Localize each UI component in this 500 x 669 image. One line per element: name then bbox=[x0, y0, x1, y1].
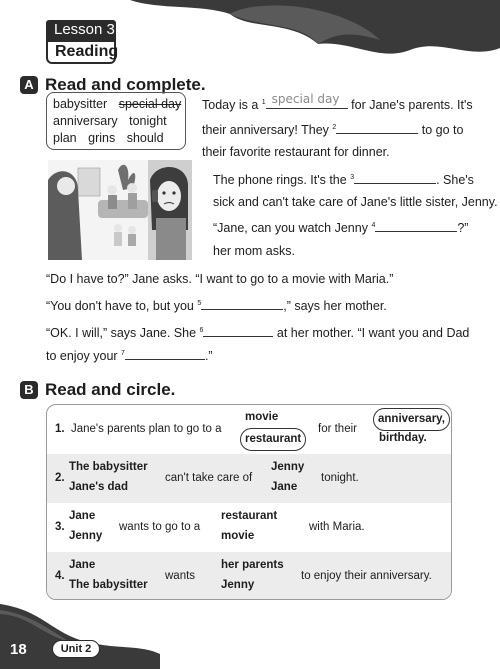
option-choice[interactable]: Jane's dad bbox=[69, 481, 128, 493]
option-choice[interactable]: Jane bbox=[69, 510, 96, 522]
item-number: 4. bbox=[55, 570, 65, 582]
answer-blank-6[interactable] bbox=[203, 325, 273, 337]
sentence-text: wants bbox=[165, 570, 196, 582]
passage-line: her mom asks. bbox=[213, 244, 295, 258]
section-label: Reading bbox=[46, 40, 116, 64]
sentence-text: wants to go to a bbox=[119, 521, 201, 533]
table-row bbox=[47, 454, 451, 503]
word-bank bbox=[46, 92, 186, 150]
lesson-label: Lesson 3 bbox=[46, 20, 116, 40]
answer-blank-2[interactable] bbox=[336, 122, 418, 134]
passage-line: “OK. I will,” says Jane. She $^6$ at her mother. “I want you and Dad bbox=[46, 326, 470, 340]
word-bank-item: plan bbox=[53, 131, 77, 145]
passage-line: sick and can't take care of Jane's little sister, Jenny. bbox=[213, 195, 498, 209]
answer-blank-1[interactable] bbox=[266, 92, 348, 109]
passage-line: Today is a $^1$ special day for Jane's parents. It's bbox=[202, 92, 473, 112]
option-choice[interactable]: Jenny bbox=[221, 579, 255, 591]
word-bank-item: grins bbox=[88, 131, 116, 145]
sentence-text: tonight. bbox=[321, 472, 359, 484]
family-illustration bbox=[48, 160, 192, 260]
word-bank-item: tonight bbox=[129, 114, 167, 128]
section-a-badge: A bbox=[20, 76, 38, 94]
passage-line: “Do I have to?” Jane asks. “I want to go to a movie with Maria.” bbox=[46, 272, 394, 286]
option-choice-circled[interactable]: restaurant bbox=[240, 428, 306, 451]
option-choice[interactable]: Jane bbox=[271, 481, 298, 493]
option-choice[interactable]: birthday. bbox=[379, 432, 427, 444]
section-b-badge: B bbox=[20, 381, 38, 399]
passage-line: their anniversary! They $^2$ to go to bbox=[202, 123, 464, 137]
table-row bbox=[47, 503, 451, 552]
table-row bbox=[47, 552, 451, 600]
page-number: 18 bbox=[10, 641, 27, 658]
passage-line: “Jane, can you watch Jenny $^4$ ?” bbox=[213, 221, 469, 235]
section-a-title: Read and complete. bbox=[45, 75, 206, 94]
option-choice[interactable]: Jenny bbox=[271, 461, 305, 473]
answer-blank-5[interactable] bbox=[201, 298, 283, 310]
word-bank-item: should bbox=[126, 131, 164, 145]
item-number: 2. bbox=[55, 472, 65, 484]
option-choice[interactable]: movie bbox=[221, 530, 255, 542]
word-bank-item-used: special day bbox=[118, 97, 182, 111]
sentence-text: can't take care of bbox=[165, 472, 253, 484]
sentence-text: with Maria. bbox=[309, 521, 365, 533]
option-choice[interactable]: her parents bbox=[221, 559, 284, 571]
option-choice[interactable]: movie bbox=[245, 411, 279, 423]
option-choice[interactable]: Jane bbox=[69, 559, 96, 571]
answer-1-handwritten: special day bbox=[271, 92, 340, 106]
option-choice-circled[interactable]: anniversary, bbox=[373, 408, 450, 431]
answer-blank-3[interactable] bbox=[354, 172, 436, 184]
answer-blank-4[interactable] bbox=[375, 220, 457, 232]
circle-exercise-table bbox=[46, 404, 452, 600]
passage-line: “You don't have to, but you $^5$ ,” says her mother. bbox=[46, 299, 387, 313]
option-choice[interactable]: The babysitter bbox=[69, 579, 148, 591]
unit-label: Unit 2 bbox=[52, 640, 100, 658]
item-number: 3. bbox=[55, 521, 65, 533]
sentence-text: to enjoy their anniversary. bbox=[301, 570, 432, 582]
word-bank-item: anniversary bbox=[53, 114, 118, 128]
passage-line: to enjoy your $^7$ .” bbox=[46, 349, 213, 363]
passage-line: The phone rings. It's the $^3$ . She's bbox=[213, 173, 474, 187]
option-choice[interactable]: Jenny bbox=[69, 530, 103, 542]
table-row bbox=[47, 405, 451, 454]
passage-line: their favorite restaurant for dinner. bbox=[202, 145, 390, 159]
option-choice[interactable]: The babysitter bbox=[69, 461, 148, 473]
item-number: 1. bbox=[55, 423, 65, 435]
section-b-title: Read and circle. bbox=[45, 380, 176, 399]
option-choice[interactable]: restaurant bbox=[221, 510, 278, 522]
footer-wave-decoration bbox=[0, 600, 500, 669]
sentence-text: Jane's parents plan to go to a bbox=[71, 423, 222, 435]
word-bank-item: babysitter bbox=[53, 97, 108, 111]
sentence-text: for their bbox=[318, 423, 357, 435]
answer-blank-7[interactable] bbox=[125, 348, 205, 360]
